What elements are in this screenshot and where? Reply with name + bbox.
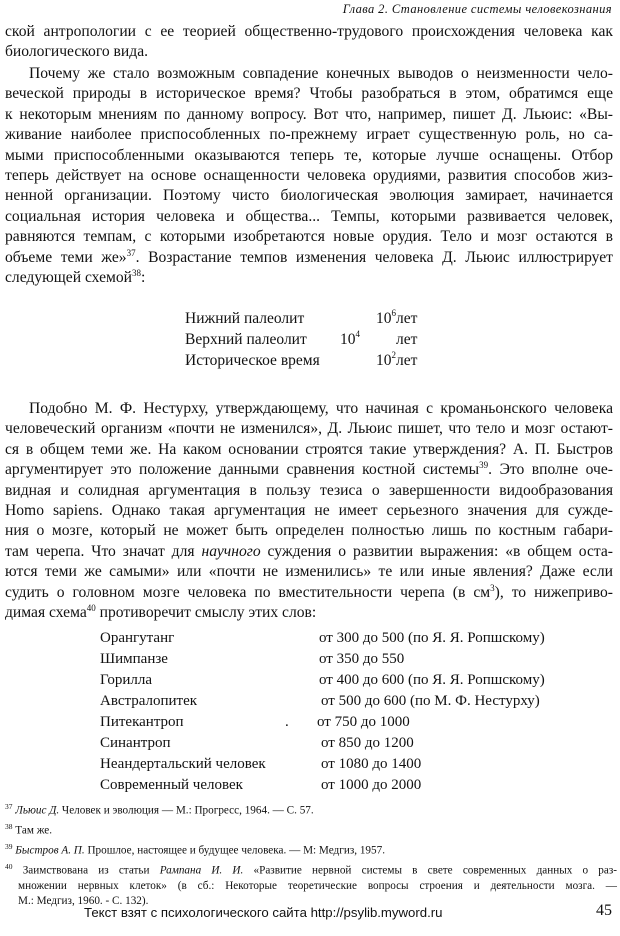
text-line: равняются темпам, с которыми изобретаются новые орудия. Тело и мозг остаются в xyxy=(5,228,613,246)
footnote-ref-40[interactable]: 40 xyxy=(86,602,96,613)
period-tempo: $10^2лет$ xyxy=(376,350,418,369)
text-line: живание наиболее приспособленных по-прежнему играет существенную роль, но са- xyxy=(5,126,613,144)
text-line: ненной организации. Поэтому чисто биологическая эволюция замирает, начинается xyxy=(5,187,613,205)
species-name: Питекантроп xyxy=(100,714,184,730)
capacity-value: от 300 до 500 (по Я. Я. Ропшскому) xyxy=(319,630,545,646)
text-line: Почему же стало возможным совпадение конечных выводов о неизменности чело- xyxy=(29,65,613,82)
table-row xyxy=(0,756,620,777)
capacity-value: от 400 до 600 (по Я. Я. Ропшскому) xyxy=(319,672,545,688)
capacity-value: от 1080 до 1400 xyxy=(321,756,422,772)
text-line: мыми приспособленными оказываются теперь те, которые лучше оснащены. Отбор xyxy=(5,146,613,164)
text-line: следующей схемой$^{38}$: xyxy=(5,267,146,287)
text-line: Homo sapiens. Однако такая аргументация не имеет серьезного значения для сужде- xyxy=(5,502,613,520)
period-tempo-base: $10^4$ xyxy=(340,329,360,348)
period-tempo-unit: лет xyxy=(396,331,418,348)
text-line: там черепа. Что значат для научного суждения о развитии выражения: «в общем оста- xyxy=(5,542,613,560)
capacity-value: от 500 до 600 (по М. Ф. Нестурху) xyxy=(321,693,540,709)
period-tempo: $10^6лет$ xyxy=(376,308,418,327)
footnote-38: $^{38}$ Там же. xyxy=(5,822,53,837)
paragraph-brain-argument xyxy=(5,399,613,623)
text-line: биологического вида. xyxy=(5,43,149,61)
table-row xyxy=(0,651,620,672)
species-name: Шимпанзе xyxy=(100,651,168,667)
table-row xyxy=(0,693,620,714)
period-name: Историческое время xyxy=(185,352,320,369)
text-line: объеме теми же»$^{37}$. Возрастание темпов изменения человека Д. Льюис иллюстрирует xyxy=(5,247,613,266)
table-row xyxy=(0,672,620,693)
period-name: Верхний палеолит xyxy=(185,331,307,348)
capacity-value: от 750 до 1000 xyxy=(317,714,410,730)
footnote-ref-38[interactable]: 38 xyxy=(132,267,142,278)
table-row xyxy=(0,777,620,798)
footnotes xyxy=(5,799,617,910)
page-number: 45 xyxy=(596,902,612,919)
footnote-39: $^{39}$ Быстров А. П. Прошлое, настоящее и будущее человека. — М: Медгиз, 1957. xyxy=(5,842,386,857)
text-line: Подобно М. Ф. Нестурху, утверждающему, что начиная с кроманьонского человека xyxy=(29,400,613,417)
capacity-value: от 350 до 550 xyxy=(319,651,405,667)
source-credit: Текст взят с психологического сайта http://psylib.myword.ru xyxy=(84,905,443,920)
species-name: Неандертальский человек xyxy=(100,756,266,772)
footnote-37: $^{37}$ Льюис Д. Человек и эволюция — М.: Прогресс, 1964. — С. 57. xyxy=(5,802,314,817)
stray-dot: . xyxy=(285,714,289,730)
text-line: видная и солидная аргументация в пользу тезиса о завершенности видообразования xyxy=(5,481,613,499)
text-line: ются теми же самыми» или «почти не изменились» те или иные явления? Даже если xyxy=(5,563,613,581)
text-line: ской антропологии с ее теорией общественно-трудового происхождения человека как xyxy=(5,23,613,40)
text-line: к некоторым мнениям по данному вопросу. Вот что, например, пишет Д. Льюис: «Вы- xyxy=(5,105,613,123)
paragraph-intro xyxy=(5,22,613,63)
species-name: Австралопитек xyxy=(100,693,198,709)
text-line: социальная история человека и общества... Темпы, которыми развивается человек, xyxy=(5,207,613,225)
text-line: человеческий организм «почти не изменился», Д. Льюис пишет, что тело и мозг остают- xyxy=(5,420,613,438)
text-line: судить о головном мозге человека по вместительности черепа (в см$^3$), то нижеприво- xyxy=(5,582,613,601)
text-line: димая схема$^{40}$ противоречит смыслу этих слов: xyxy=(5,602,317,622)
footnote-ref-37[interactable]: 37 xyxy=(126,247,136,258)
capacity-value: от 1000 до 2000 xyxy=(321,777,422,793)
species-name: Современный человек xyxy=(100,777,243,793)
capacity-value: от 850 до 1200 xyxy=(321,735,414,751)
footnote-40: $^{40}$ Заимствована из статьи Рампана И. И. «Развитие нервной системы в свете современных данных о раз- множении нервных клеток» (в сб.: Некоторые теоретические вопросы строения и деятельности мозга. — М.: Медгиз, 1960. - С. 132). xyxy=(5,862,617,908)
table-row xyxy=(0,735,620,756)
footnote-ref-39[interactable]: 39 xyxy=(479,460,489,471)
table-row xyxy=(0,714,620,735)
running-header: Глава 2. Становление системы человекознания xyxy=(342,2,612,16)
species-name: Синантроп xyxy=(100,735,171,751)
text-line: ния о мозге, который не может быть определен полностью лишь по костным габари- xyxy=(5,522,613,540)
text-line: теперь действует на основе оснащенности человека орудиями, развития способов жиз- xyxy=(5,167,613,185)
text-line: ся в общем теми же. На каком основании строятся такие утверждения? А. П. Быстров xyxy=(5,440,613,458)
species-name: Горилла xyxy=(100,672,153,688)
paragraph-lewis-quote xyxy=(5,64,613,288)
species-name: Орангутанг xyxy=(100,630,175,646)
text-line: веческой природы в историческое время? Чтобы разобраться в этом, обратимся еще xyxy=(5,85,613,103)
period-name: Нижний палеолит xyxy=(185,310,305,327)
table-row xyxy=(0,630,620,651)
text-line: аргументирует это положение данными сравнения костной системы$^{39}$. Это вполне оче- xyxy=(5,460,613,479)
